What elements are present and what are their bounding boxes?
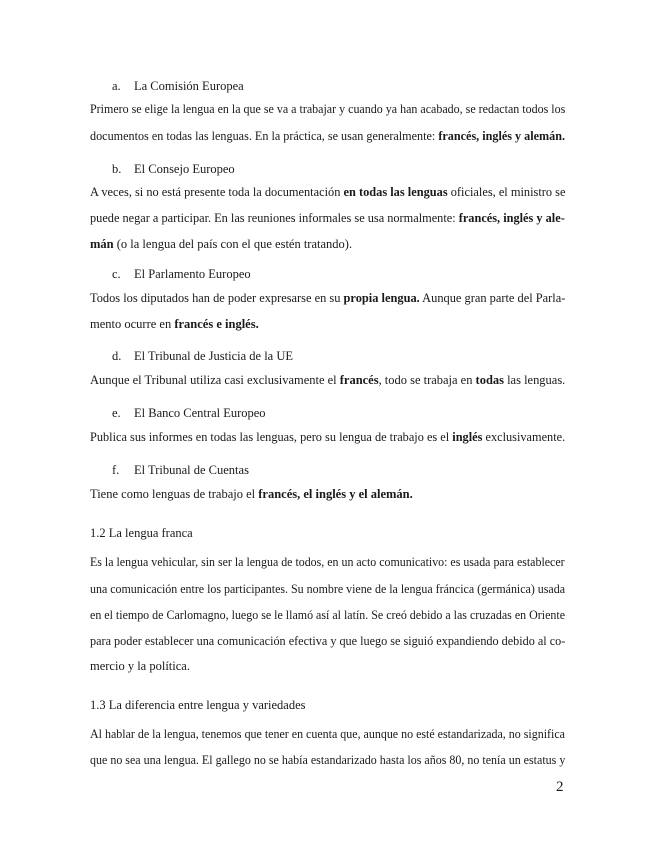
paragraph-line: Es la lengua vehicular, sin ser la lengua de todos, en un acto comunicativo: es usada para establecer	[90, 555, 565, 569]
list-marker: d.	[112, 349, 122, 363]
page-number: 2	[556, 779, 564, 795]
list-item-title: El Parlamento Europeo	[134, 267, 251, 281]
paragraph-line: Primero se elige la lengua en la que se va a trabajar y cuando ya han acabado, se redactan todos los	[90, 102, 566, 116]
bold-text: francés, inglés y alemán.	[438, 129, 566, 143]
paragraph-line: para poder establecer una comunicación efectiva y que luego se siguió expandiendo debido al co-	[90, 634, 566, 648]
list-item-c	[112, 267, 251, 282]
bold-text: todas	[475, 373, 504, 387]
list-item-title: El Tribunal de Cuentas	[134, 463, 249, 477]
paragraph-line: documentos en todas las lenguas. En la práctica, se usan generalmente: francés, inglés y alemán.	[90, 129, 566, 143]
bold-text: francés, inglés y ale-	[458, 211, 565, 225]
section-heading: 1.3 La diferencia entre lengua y variedades	[90, 698, 306, 712]
bold-text: propia lengua.	[343, 291, 420, 305]
list-marker: e.	[112, 406, 121, 420]
paragraph-line: Todos los diputados han de poder expresarse en su propia lengua. Aunque gran parte del Parla-	[90, 291, 566, 305]
list-item-title: La Comisión Europea	[134, 79, 244, 93]
list-item-title: El Consejo Europeo	[134, 162, 235, 176]
bold-text: mán	[90, 237, 114, 251]
bold-text: inglés	[452, 430, 483, 444]
paragraph-line: Publica sus informes en todas las lenguas, pero su lengua de trabajo es el inglés exclusivamente.	[90, 430, 566, 444]
list-item-title: El Banco Central Europeo	[134, 406, 266, 420]
bold-text: francés, el inglés y el alemán.	[258, 487, 413, 501]
list-marker: b.	[112, 162, 122, 176]
list-item-b	[112, 162, 235, 177]
paragraph-line: una comunicación entre los participantes. Su nombre viene de la lengua fráncica (germánica) usada	[90, 582, 566, 596]
list-item-f	[112, 463, 249, 478]
list-marker: f.	[112, 463, 120, 477]
list-item-e	[112, 406, 266, 421]
paragraph-line: que no sea una lengua. El gallego no se había estandarizado hasta los años 80, no tenía un estatus y	[90, 753, 566, 767]
list-item-a	[112, 79, 244, 94]
paragraph-line: mán (o la lengua del país con el que estén tratando).	[90, 237, 353, 251]
paragraph-line: Tiene como lenguas de trabajo el francés, el inglés y el alemán.	[90, 487, 413, 501]
paragraph-line: mercio y la política.	[90, 659, 190, 673]
section-heading: 1.2 La lengua franca	[90, 526, 193, 540]
paragraph-line: Al hablar de la lengua, tenemos que tener en cuenta que, aunque no esté estandarizada, no significa	[90, 727, 565, 741]
list-marker: c.	[112, 267, 121, 281]
bold-text: francés	[339, 373, 379, 387]
bold-text: en todas las lenguas	[343, 185, 448, 199]
paragraph-line: mento ocurre en francés e inglés.	[90, 317, 259, 331]
paragraph-line: Aunque el Tribunal utiliza casi exclusivamente el francés, todo se trabaja en todas las lenguas.	[90, 373, 566, 387]
bold-text: francés e inglés.	[174, 317, 259, 331]
list-item-d	[112, 349, 293, 364]
paragraph-line: A veces, si no está presente toda la documentación en todas las lenguas oficiales, el ministro se	[90, 185, 566, 199]
paragraph-line: en el tiempo de Carlomagno, luego se le llamó así al latín. Se creó debido a las cruzadas en Oriente	[90, 608, 566, 622]
paragraph-line: puede negar a participar. En las reuniones informales se usa normalmente: francés, inglés y ale-	[90, 211, 565, 225]
list-marker: a.	[112, 79, 121, 93]
list-item-title: El Tribunal de Justicia de la UE	[134, 349, 294, 363]
